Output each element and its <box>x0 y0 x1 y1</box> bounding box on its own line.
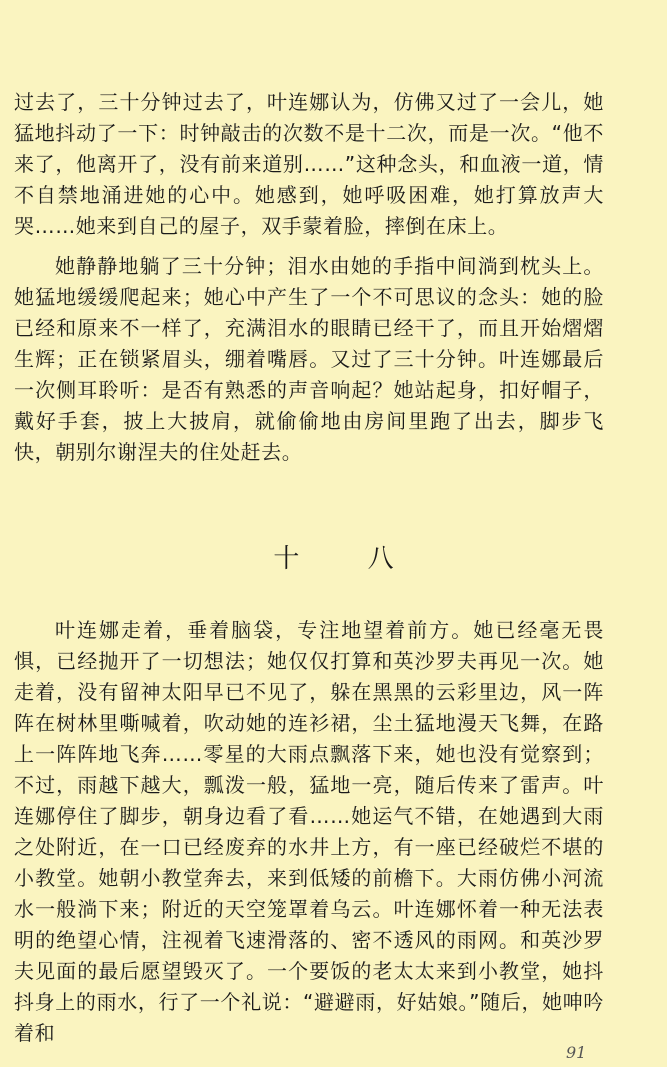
paragraph: 叶连娜走着，垂着脑袋，专注地望着前方。她已经毫无畏惧，已经抛开了一切想法；她仅仅打算和英沙罗夫再见一次。她走着，没有留神太阳早已不见了，躲在黑黑的云彩里边，风一阵阵在树林里嘶喊着，吹动她的连衫裙，尘土猛地漫天飞舞，在路上一阵阵地飞奔……零星的大雨点飘落下来，她也没有觉察到；不过，雨越下越大，瓢泼一般，猛地一亮，随后传来了雷声。叶连娜停住了脚步，朝身边看了看……她运气不错，在她遇到大雨之处附近，在一口已经废弃的水井上方，有一座已经破烂不堪的小教堂。她朝小教堂奔去，来到低矮的前檐下。大雨仿佛小河流水一般淌下来；附近的天空笼罩着乌云。叶连娜怀着一种无法表明的绝望心情，注视着飞速滑落的、密不透风的雨网。和英沙罗夫见面的最后愿望毁灭了。一个要饭的老太太来到小教堂，她抖抖身上的雨水，行了一个礼说：“避避雨，好姑娘。”随后，她呻吟着和 <box>14 618 604 1045</box>
chapter-heading: 十 八 <box>273 544 424 574</box>
paragraph-continued: 过去了，三十分钟过去了，叶连娜认为，仿佛又过了一会儿，她猛地抖动了一下：时钟敲击的次数不是十二次，而是一次。“他不来了，他离开了，没有前来道别……”这种念头，和血液一道，情不自禁地涌进她的心中。她感到，她呼吸困难，她打算放声大哭……她来到自己的屋子，双手蒙着脸，摔倒在床上。 <box>14 90 604 238</box>
page-number: 91 <box>566 1043 587 1062</box>
paragraph: 她静静地躺了三十分钟；泪水由她的手指中间淌到枕头上。她猛地缓缓爬起来；她心中产生了一个不可思议的念头：她的脸已经和原来不一样了，充满泪水的眼睛已经干了，而且开始熠熠生辉；正在锁紧眉头，绷着嘴唇。又过了三十分钟。叶连娜最后一次侧耳聆听：是否有熟悉的声音响起？她站起身，扣好帽子，戴好手套，披上大披肩，就偷偷地由房间里跑了出去，脚步飞快，朝别尔谢涅夫的住处赶去。 <box>14 254 604 464</box>
